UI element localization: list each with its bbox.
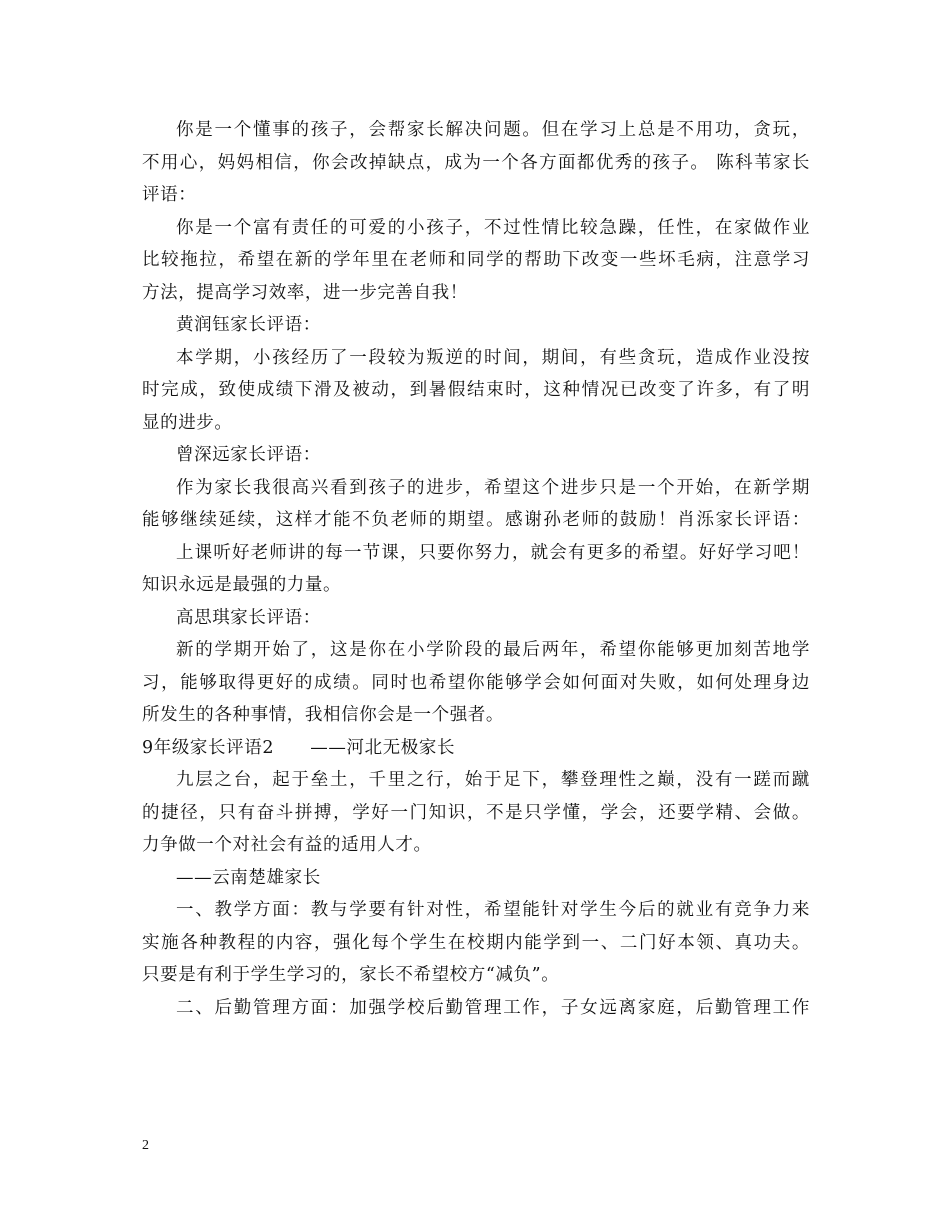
- section-label: 黄润钰家长评语：: [176, 315, 321, 335]
- text-line: 知识永远是最强的力量。: [142, 575, 342, 595]
- text-line: 方法，提高学习效率，进一步完善自我！: [142, 282, 468, 303]
- text-line: 一、教学方面：教与学要有针对性，希望能针对学生今后的就业有竞争力来: [176, 900, 810, 920]
- attribution-line: ——云南楚雄家长: [176, 867, 321, 888]
- section-label: 高思琪家长评语：: [176, 607, 321, 628]
- text-line: 实施各种教程的内容，强化每个学生在校期内能学到一、二门好本领、真功夫。: [142, 932, 810, 953]
- page-number: 2: [142, 1138, 149, 1153]
- text-line: 所发生的各种事情，我相信你会是一个强者。: [142, 705, 504, 725]
- text-line: 时完成，致使成绩下滑及被动，到暑假结束时，这种情况已改变了许多，有了明: [142, 380, 810, 400]
- text-line: 显的进步。: [142, 412, 233, 433]
- text-line: 比较拖拉，希望在新的学年里在老师和同学的帮助下改变一些坏毛病，注意学习: [142, 250, 810, 270]
- text-line: 上课听好老师讲的每一节课，只要你努力，就会有更多的希望。好好学习吧！: [176, 542, 810, 563]
- text-line: 的捷径，只有奋斗拼搏，学好一门知识，不是只学懂，学会，还要学精、会做。: [142, 802, 810, 823]
- text-line: 你是一个懂事的孩子，会帮家长解决问题。但在学习上总是不用功，贪玩，: [176, 120, 810, 140]
- text-line: 二、后勤管理方面：加强学校后勤管理工作，子女远离家庭，后勤管理工作: [176, 997, 810, 1018]
- text-line: 新的学期开始了，这是你在小学阶段的最后两年，希望你能够更加刻苦地学: [176, 640, 810, 660]
- section-label: 曾深远家长评语：: [176, 445, 321, 465]
- text-line: 只要是有利于学生学习的，家长不希望校方“减负”。: [142, 965, 560, 985]
- text-line: 本学期，小孩经历了一段较为叛逆的时间，期间，有些贪玩，造成作业没按: [176, 347, 810, 368]
- text-line: 作为家长我很高兴看到孩子的进步，希望这个进步只是一个开始，在新学期: [176, 477, 810, 498]
- section-heading: 9年级家长评语2 ——河北无极家长: [142, 737, 456, 758]
- text-line: 能够继续延续，这样才能不负老师的期望。感谢孙老师的鼓励！肖泺家长评语：: [142, 510, 810, 530]
- text-line: 不用心，妈妈相信，你会改掉缺点，成为一个各方面都优秀的孩子。 陈科苇家长: [142, 152, 810, 173]
- text-line: 习，能够取得更好的成绩。同时也希望你能够学会如何面对失败，如何处理身边: [142, 672, 810, 693]
- document-body: [142, 114, 810, 1024]
- text-line: 力争做一个对社会有益的适用人才。: [142, 835, 432, 855]
- text-line: 评语：: [142, 185, 197, 205]
- text-line: 九层之台，起于垒土，千里之行，始于足下，攀登理性之巅，没有一蹉而蹴: [176, 770, 810, 790]
- text-line: 你是一个富有责任的可爱的小孩子，不过性情比较急躁，任性，在家做作业: [176, 217, 810, 238]
